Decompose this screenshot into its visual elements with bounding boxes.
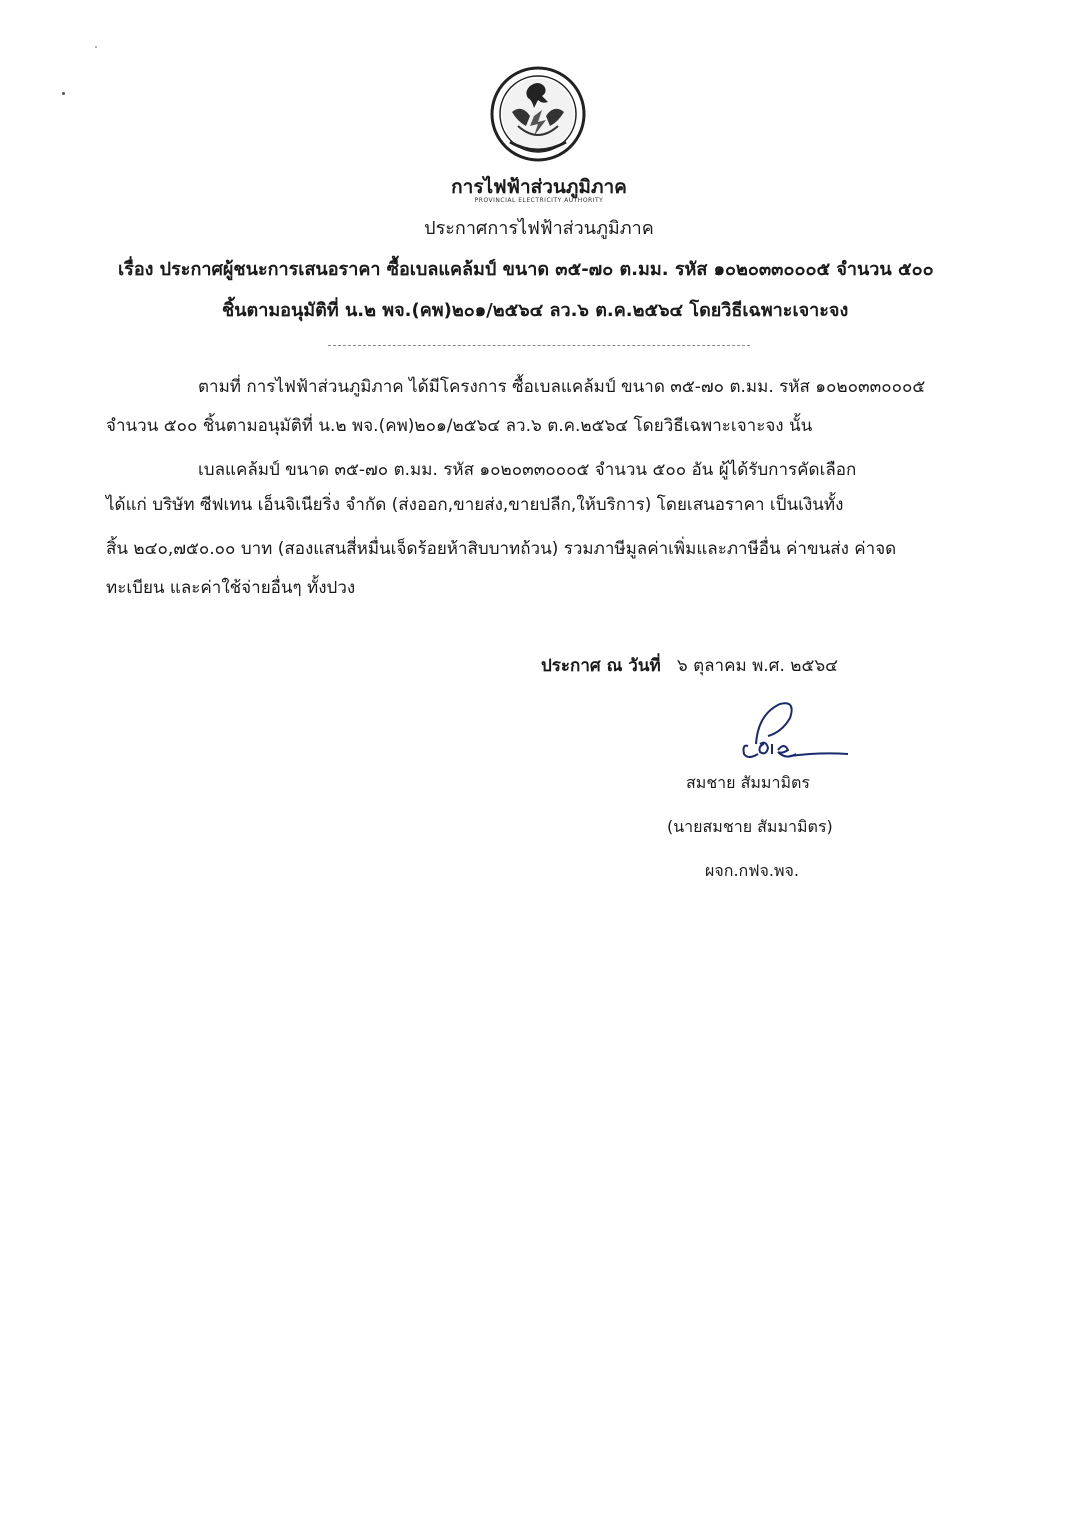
pea-emblem-icon [490,66,586,162]
body-line: ตามที่ การไฟฟ้าส่วนภูมิภาค ได้มีโครงการ ซื้อเบลแคล้มป์ ขนาด ๓๕-๗๐ ต.มม. รหัส ๑๐๒๐๓๓๐๐๐๕ [198,377,926,397]
announce-date-value: ๖ ตุลาคม พ.ศ. ๒๕๖๔ [676,656,839,676]
body-line: สิ้น ๒๔๐,๗๕๐.๐๐ บาท (สองแสนสี่หมื่นเจ็ดร้อยห้าสิบบาทถ้วน) รวมภาษีมูลค่าเพิ่มและภาษีอื่น ค่าขนส่ง ค่าจด [106,539,897,559]
signatory-position: ผจก.กฟจ.พจ. [705,861,800,880]
body-line: จำนวน ๕๐๐ ชิ้นตามอนุมัติที่ น.๒ พจ.(คพ)๒๐๑/๒๕๖๔ ลว.๖ ต.ค.๒๕๖๔ โดยวิธีเฉพาะเจาะจง นั้น [106,416,813,436]
signatory-full-name: (นายสมชาย สัมมามิตร) [667,817,833,836]
subject-line-1: เรื่อง ประกาศผู้ชนะการเสนอราคา ซื้อเบลแคล้มป์ ขนาด ๓๕-๗๐ ต.มม. รหัส ๑๐๒๐๓๓๐๐๐๕ จำนวน ๕๐๐ [118,259,934,280]
org-name-th: การไฟฟ้าส่วนภูมิภาค [451,176,627,198]
announce-date [541,652,838,679]
scan-speck [62,92,65,95]
announce-date-label: ประกาศ ณ วันที่ [541,656,661,676]
body-line: ได้แก่ บริษัท ซีฟเทน เอ็นจิเนียริ่ง จำกัด (ส่งออก,ขายส่ง,ขายปลีก,ให้บริการ) โดยเสนอราคา เป็นเงินทั้ง [106,495,844,515]
announcement-title: ประกาศการไฟฟ้าส่วนภูมิภาค [424,218,654,239]
body-line: ทะเบียน และค่าใช้จ่ายอื่นๆ ทั้งปวง [106,578,356,598]
org-name-en: PROVINCIAL ELECTRICITY AUTHORITY [474,197,604,204]
body-line: เบลแคล้มป์ ขนาด ๓๕-๗๐ ต.มม. รหัส ๑๐๒๐๓๓๐๐๐๕ จำนวน ๕๐๐ อัน ผู้ได้รับการคัดเลือก [198,460,857,480]
handwritten-signature-icon [726,700,856,766]
divider [328,345,750,346]
scan-speck [95,46,97,48]
signatory-name: สมชาย สัมมามิตร [686,773,810,792]
subject-line-2: ชิ้นตามอนุมัติที่ น.๒ พจ.(คพ)๒๐๑/๒๕๖๔ ลว.๖ ต.ค.๒๕๖๔ โดยวิธีเฉพาะเจาะจง [222,300,849,321]
